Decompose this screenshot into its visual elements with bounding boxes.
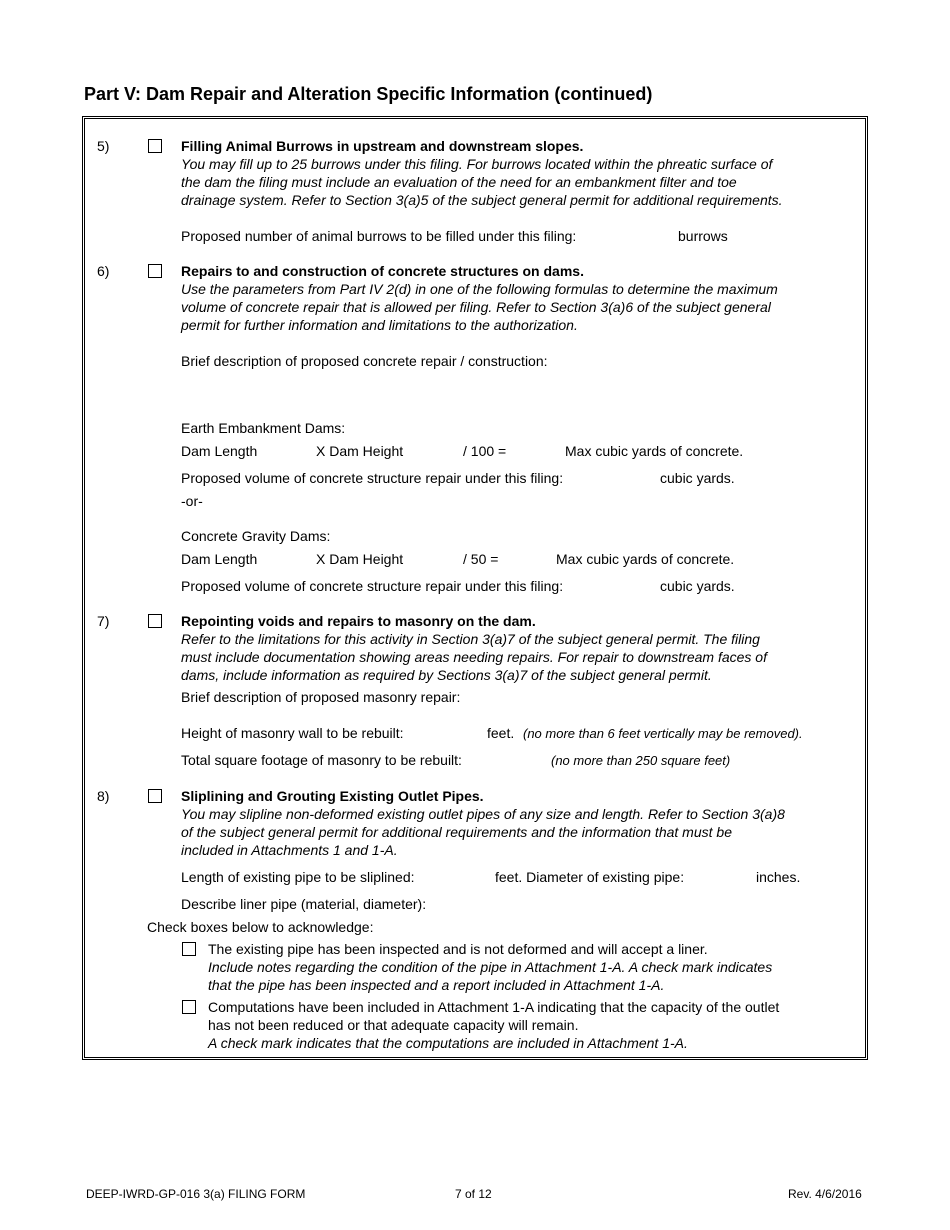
item-5-heading: Filling Animal Burrows in upstream and downstream slopes. bbox=[181, 138, 584, 154]
item-7-desc-line-3: dams, include information as required by Sections 3(a)7 of the subject general permit. bbox=[181, 667, 712, 683]
footer-page-number: 7 of 12 bbox=[455, 1187, 492, 1201]
item-7-checkbox[interactable] bbox=[148, 614, 162, 628]
or-separator: -or- bbox=[181, 493, 203, 509]
ack-computations-note: A check mark indicates that the computations are included in Attachment 1-A. bbox=[208, 1035, 688, 1051]
item-6-desc-line-3: permit for further information and limitations to the authorization. bbox=[181, 317, 578, 333]
acknowledge-label: Check boxes below to acknowledge: bbox=[147, 919, 374, 935]
ack-computations-checkbox[interactable] bbox=[182, 1000, 196, 1014]
earth-max-label: Max cubic yards of concrete. bbox=[565, 443, 744, 459]
ack-inspected-note-line-2: that the pipe has been inspected and a report included in Attachment 1-A. bbox=[208, 977, 665, 993]
masonry-height-label: Height of masonry wall to be rebuilt: bbox=[181, 725, 404, 741]
page-title: Part V: Dam Repair and Alteration Specific Information (continued) bbox=[84, 84, 653, 104]
gravity-proposed-unit: cubic yards. bbox=[660, 578, 735, 594]
gravity-max-label: Max cubic yards of concrete. bbox=[556, 551, 735, 567]
masonry-height-unit: feet. bbox=[487, 725, 515, 741]
earth-dam-length-label: Dam Length bbox=[181, 443, 258, 459]
earth-dams-title: Earth Embankment Dams: bbox=[181, 420, 346, 436]
gravity-dams-title: Concrete Gravity Dams: bbox=[181, 528, 331, 544]
earth-proposed-label: Proposed volume of concrete structure repair under this filing: bbox=[181, 470, 564, 486]
item-8-desc-line-1: You may slipline non-deformed existing outlet pipes of any size and length. Refer to Section 3(a)8 bbox=[181, 806, 785, 822]
item-8-heading: Sliplining and Grouting Existing Outlet Pipes. bbox=[181, 788, 484, 804]
masonry-height-note: (no more than 6 feet vertically may be removed). bbox=[523, 726, 803, 741]
item-5-checkbox[interactable] bbox=[148, 139, 162, 153]
masonry-area-note: (no more than 250 square feet) bbox=[551, 753, 731, 768]
earth-dam-height-label: X Dam Height bbox=[316, 443, 404, 459]
ack-inspected-note-line-1: Include notes regarding the condition of the pipe in Attachment 1-A. A check mark indicates bbox=[208, 959, 773, 975]
footer-form-id: DEEP-IWRD-GP-016 3(a) FILING FORM bbox=[86, 1187, 306, 1201]
burrows-unit: burrows bbox=[678, 228, 728, 244]
item-8-desc-line-3: included in Attachments 1 and 1-A. bbox=[181, 842, 398, 858]
ack-computations-text-line-2: has not been reduced or that adequate capacity will remain. bbox=[208, 1017, 579, 1033]
gravity-dam-length-label: Dam Length bbox=[181, 551, 258, 567]
burrows-count-label: Proposed number of animal burrows to be filled under this filing: bbox=[181, 228, 577, 244]
pipe-length-label: Length of existing pipe to be sliplined: bbox=[181, 869, 415, 885]
item-7-heading: Repointing voids and repairs to masonry on the dam. bbox=[181, 613, 536, 629]
ack-computations-text-line-1: Computations have been included in Attachment 1-A indicating that the capacity of the outlet bbox=[208, 999, 780, 1015]
earth-divisor-label: / 100 = bbox=[463, 443, 507, 459]
footer-revision: Rev. 4/6/2016 bbox=[788, 1187, 862, 1201]
ack-inspected-text: The existing pipe has been inspected and is not deformed and will accept a liner. bbox=[208, 941, 708, 957]
item-5-desc-line-1: You may fill up to 25 burrows under this filing. For burrows located within the phreatic surface of bbox=[181, 156, 773, 172]
item-6-heading: Repairs to and construction of concrete structures on dams. bbox=[181, 263, 584, 279]
item-6-desc-line-2: volume of concrete repair that is allowed per filing. Refer to Section 3(a)6 of the subject general bbox=[181, 299, 771, 315]
item-5-desc-line-3: drainage system. Refer to Section 3(a)5 of the subject general permit for additional requirements. bbox=[181, 192, 783, 208]
gravity-divisor-label: / 50 = bbox=[463, 551, 499, 567]
masonry-area-label: Total square footage of masonry to be rebuilt: bbox=[181, 752, 462, 768]
item-6-number: 6) bbox=[97, 263, 110, 279]
concrete-brief-label: Brief description of proposed concrete repair / construction: bbox=[181, 353, 548, 369]
item-7-desc-line-1: Refer to the limitations for this activity in Section 3(a)7 of the subject general permit. The filing bbox=[181, 631, 760, 647]
item-7-number: 7) bbox=[97, 613, 110, 629]
ack-inspected-checkbox[interactable] bbox=[182, 942, 196, 956]
gravity-proposed-label: Proposed volume of concrete structure repair under this filing: bbox=[181, 578, 564, 594]
pipe-length-unit-diameter-label: feet. Diameter of existing pipe: bbox=[495, 869, 685, 885]
item-7-desc-line-2: must include documentation showing areas needing repairs. For repair to downstream faces of bbox=[181, 649, 767, 665]
liner-pipe-label: Describe liner pipe (material, diameter): bbox=[181, 896, 427, 912]
item-5-number: 5) bbox=[97, 138, 110, 154]
item-8-number: 8) bbox=[97, 788, 110, 804]
earth-proposed-unit: cubic yards. bbox=[660, 470, 735, 486]
item-6-checkbox[interactable] bbox=[148, 264, 162, 278]
item-6-desc-line-1: Use the parameters from Part IV 2(d) in one of the following formulas to determine the maximum bbox=[181, 281, 778, 297]
masonry-brief-label: Brief description of proposed masonry repair: bbox=[181, 689, 461, 705]
item-8-checkbox[interactable] bbox=[148, 789, 162, 803]
item-8-desc-line-2: of the subject general permit for additional requirements and the information that must be bbox=[181, 824, 732, 840]
item-5-desc-line-2: the dam the filing must include an evaluation of the need for an embankment filter and toe bbox=[181, 174, 737, 190]
gravity-dam-height-label: X Dam Height bbox=[316, 551, 404, 567]
pipe-diameter-unit: inches. bbox=[756, 869, 801, 885]
